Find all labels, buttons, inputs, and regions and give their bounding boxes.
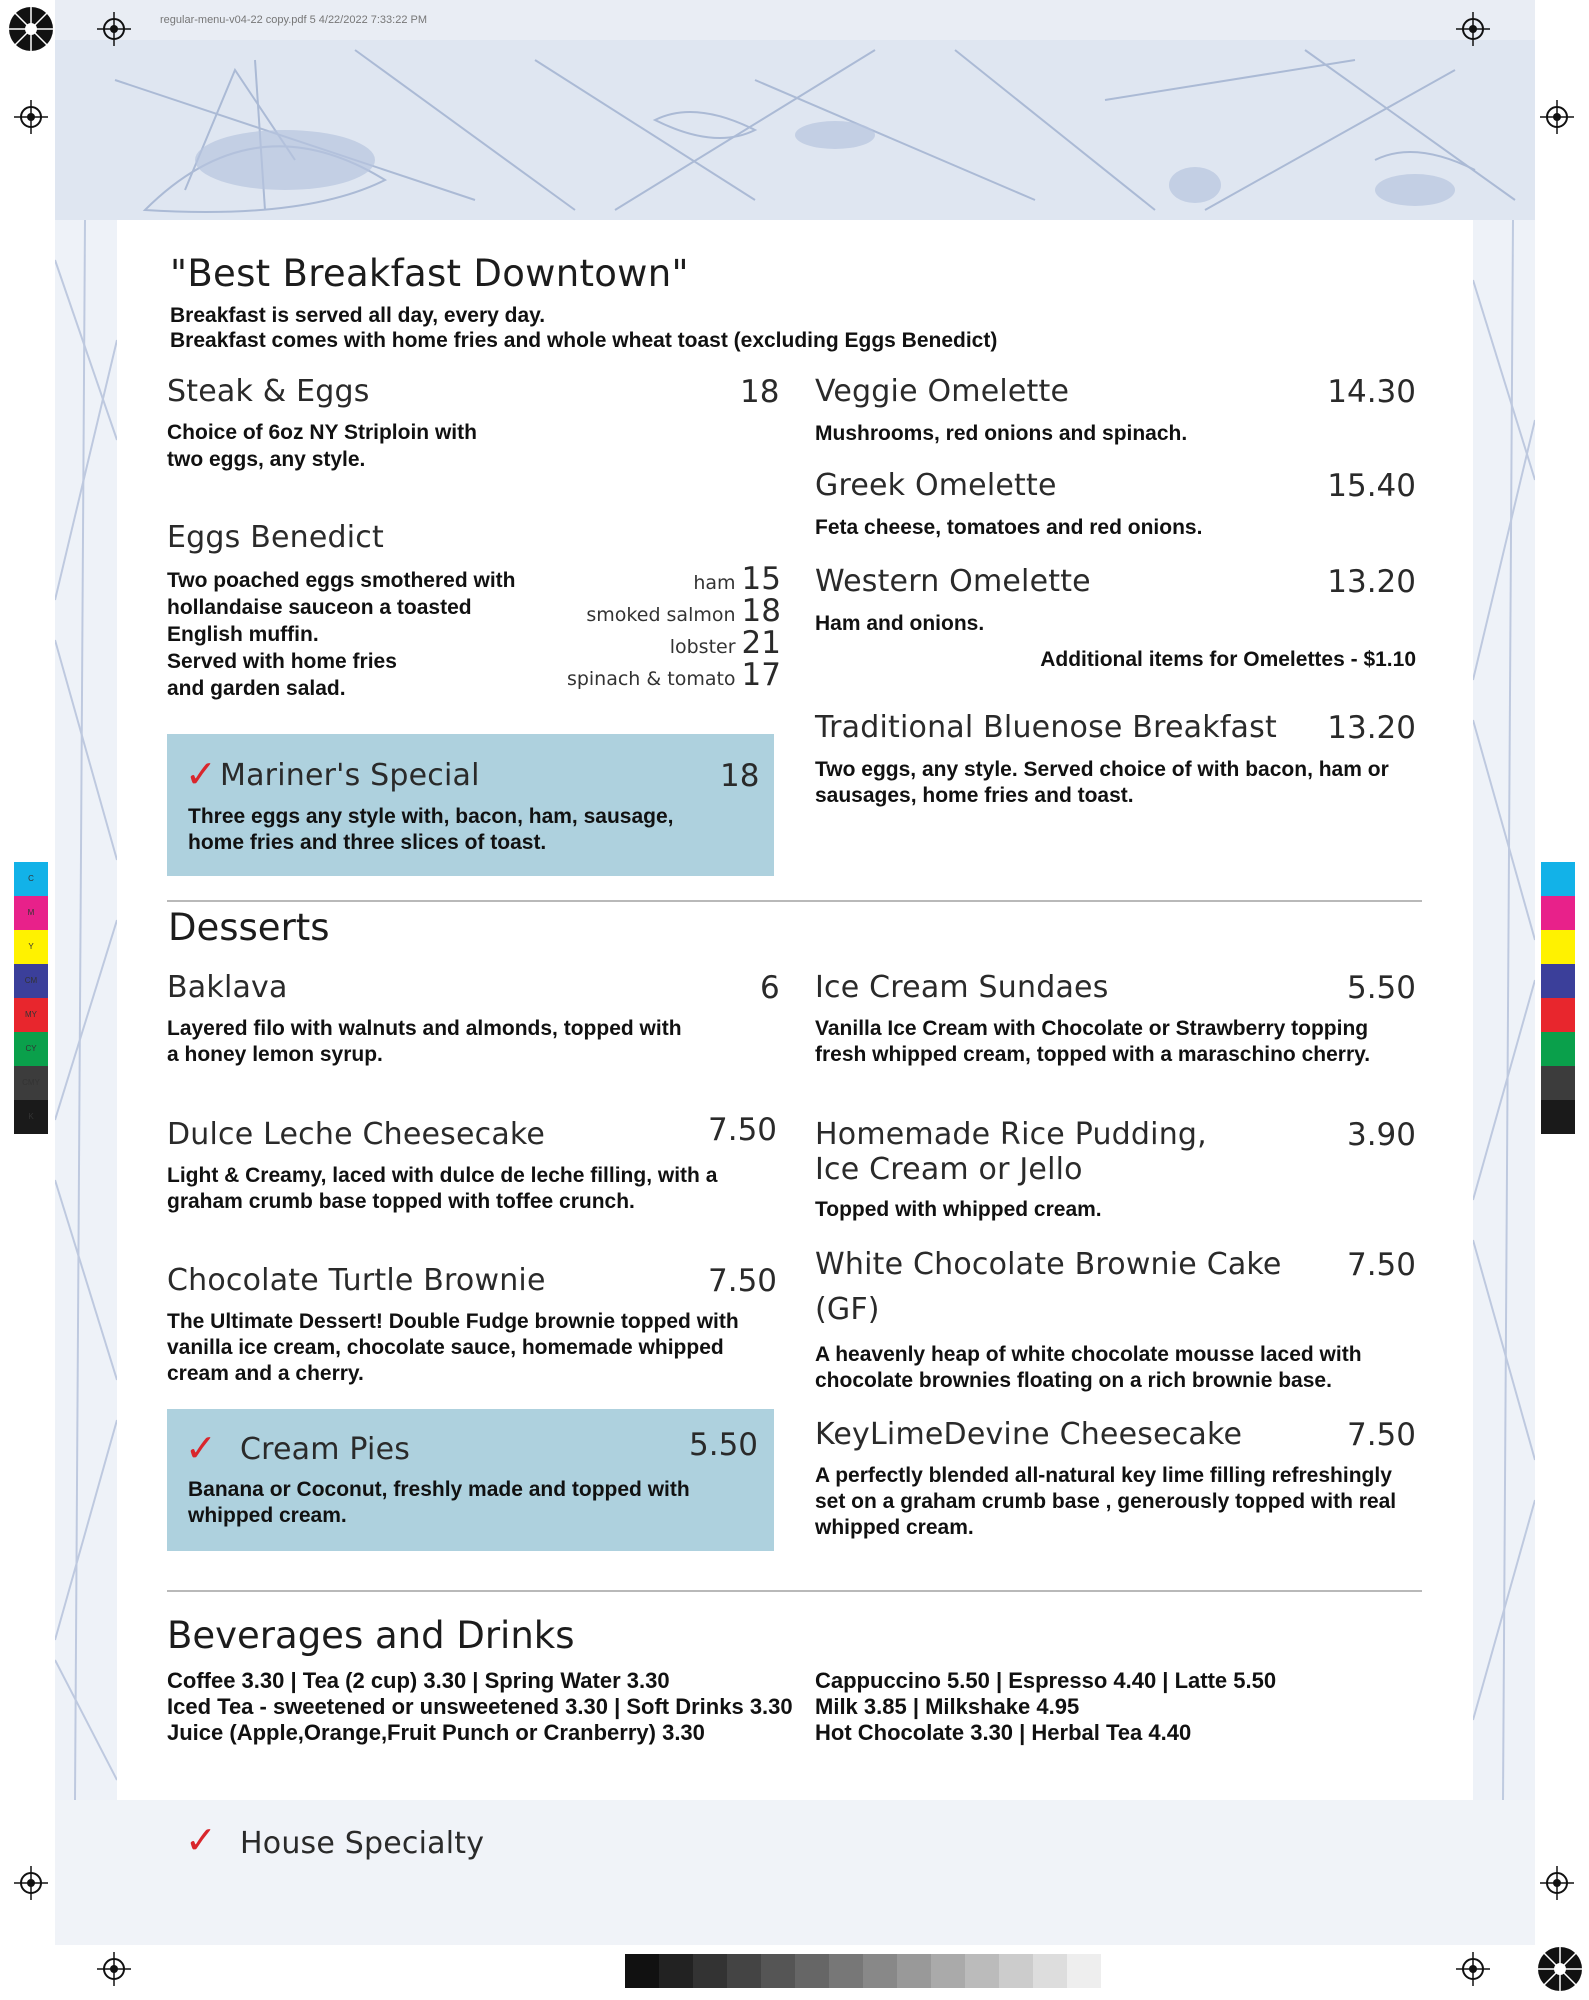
crosshair-registration-icon bbox=[1456, 12, 1490, 46]
crosshair-registration-icon bbox=[97, 12, 131, 46]
omelette-additional-items-note: Additional items for Omelettes - $1.10 bbox=[1040, 648, 1416, 671]
nautical-sketch-banner bbox=[55, 40, 1535, 220]
grey-step-bar bbox=[625, 1954, 1101, 1988]
dark-grey-swatch bbox=[1541, 1066, 1575, 1100]
beverages-right-line-1: Cappuccino 5.50 | Espresso 4.40 | Latte 5.50 bbox=[815, 1668, 1277, 1693]
beverages-left-line-2: Iced Tea - sweetened or unsweetened 3.30 | Soft Drinks 3.30 bbox=[167, 1694, 793, 1719]
baklava-desc-line-1: Layered filo with walnuts and almonds, topped with bbox=[167, 1017, 682, 1040]
turtle-brownie-desc-line-3: cream and a cherry. bbox=[167, 1362, 364, 1385]
green-swatch: CY bbox=[14, 1032, 48, 1066]
steak-eggs-title: Steak & Eggs bbox=[167, 374, 370, 409]
yellow-swatch bbox=[1541, 930, 1575, 964]
desserts-heading: Desserts bbox=[168, 906, 330, 949]
eggs-benedict-title: Eggs Benedict bbox=[167, 520, 384, 555]
sundaes-desc-line-2: fresh whipped cream, topped with a maraschino cherry. bbox=[815, 1043, 1371, 1066]
color-control-bar-right bbox=[1541, 862, 1575, 1134]
right-strip-artwork bbox=[1473, 220, 1535, 1800]
steak-eggs-desc-line-2: two eggs, any style. bbox=[167, 448, 366, 471]
pudding-desc: Topped with whipped cream. bbox=[815, 1198, 1102, 1221]
greek-omelette-title: Greek Omelette bbox=[815, 468, 1057, 503]
blue-swatch: CM bbox=[14, 964, 48, 998]
bluenose-breakfast-desc-line-1: Two eggs, any style. Served choice of with bacon, ham or bbox=[815, 758, 1389, 781]
western-omelette-desc: Ham and onions. bbox=[815, 612, 985, 635]
left-strip-artwork bbox=[55, 220, 117, 1800]
dulce-leche-title: Dulce Leche Cheesecake bbox=[167, 1117, 546, 1152]
benedict-option-ham bbox=[693, 561, 781, 597]
benedict-option-label: lobster bbox=[669, 636, 736, 658]
white-choc-brownie-desc-line-2: chocolate brownies floating on a rich brownie base. bbox=[815, 1369, 1332, 1392]
house-specialty-check-icon: ✓ bbox=[185, 1426, 217, 1470]
cyan-swatch bbox=[1541, 862, 1575, 896]
dulce-leche-price: 7.50 bbox=[708, 1112, 778, 1148]
red-swatch: MY bbox=[14, 998, 48, 1032]
keylime-title: KeyLimeDevine Cheesecake bbox=[815, 1417, 1243, 1452]
turtle-brownie-desc-line-1: The Ultimate Dessert! Double Fudge brownie topped with bbox=[167, 1310, 739, 1333]
crosshair-registration-icon bbox=[14, 100, 48, 134]
left-sketch-strip bbox=[55, 220, 117, 1800]
bluenose-breakfast-title: Traditional Bluenose Breakfast bbox=[815, 710, 1277, 745]
benedict-option-price: 15 bbox=[741, 561, 781, 597]
benedict-option-lobster bbox=[670, 625, 781, 661]
blue-swatch bbox=[1541, 964, 1575, 998]
magenta-swatch bbox=[1541, 896, 1575, 930]
bluenose-breakfast-price: 13.20 bbox=[1327, 710, 1416, 746]
benedict-option-smoked-salmon bbox=[586, 593, 781, 629]
benedict-option-price: 17 bbox=[741, 657, 781, 693]
red-swatch bbox=[1541, 998, 1575, 1032]
steak-eggs-desc-line-1: Choice of 6oz NY Striploin with bbox=[167, 421, 477, 444]
mariners-special-price: 18 bbox=[720, 758, 760, 794]
white-choc-brownie-title-line-1: White Chocolate Brownie Cake bbox=[815, 1247, 1282, 1282]
crosshair-registration-icon bbox=[1456, 1952, 1490, 1986]
dulce-leche-desc-line-2: graham crumb base topped with toffee crunch. bbox=[167, 1190, 635, 1213]
dark-grey-swatch: CMY bbox=[14, 1066, 48, 1100]
white-choc-brownie-desc-line-1: A heavenly heap of white chocolate mousse laced with bbox=[815, 1343, 1362, 1366]
bluenose-breakfast-desc-line-2: sausages, home fries and toast. bbox=[815, 784, 1134, 807]
keylime-desc-line-2: set on a graham crumb base , generously topped with real bbox=[815, 1490, 1397, 1513]
turtle-brownie-title: Chocolate Turtle Brownie bbox=[167, 1263, 546, 1298]
baklava-price: 6 bbox=[760, 970, 780, 1006]
house-specialty-legend-label: House Specialty bbox=[240, 1826, 485, 1861]
eggs-benedict-desc-line-5: and garden salad. bbox=[167, 677, 346, 700]
benedict-option-price: 18 bbox=[741, 593, 781, 629]
crosshair-registration-icon bbox=[97, 1952, 131, 1986]
cyan-swatch: C bbox=[14, 862, 48, 896]
keylime-desc-line-3: whipped cream. bbox=[815, 1516, 974, 1539]
footer-band bbox=[55, 1800, 1535, 1945]
beverages-left-line-3: Juice (Apple,Orange,Fruit Punch or Cranberry) 3.30 bbox=[167, 1720, 705, 1745]
eggs-benedict-desc-line-3: English muffin. bbox=[167, 623, 319, 646]
sundaes-price: 5.50 bbox=[1346, 970, 1416, 1006]
registration-starburst-icon bbox=[8, 6, 54, 52]
breakfast-intro-line-2: Breakfast comes with home fries and whole wheat toast (excluding Eggs Benedict) bbox=[170, 329, 998, 352]
cream-pies-desc-line-1: Banana or Coconut, freshly made and topped with bbox=[188, 1478, 690, 1501]
section-divider bbox=[167, 1590, 1422, 1592]
mariners-special-desc-line-1: Three eggs any style with, bacon, ham, sausage, bbox=[188, 805, 674, 828]
benedict-option-spinach-tomato bbox=[567, 657, 781, 693]
breakfast-heading: "Best Breakfast Downtown" bbox=[170, 252, 689, 295]
benedict-option-label: ham bbox=[693, 572, 736, 594]
black-swatch: K bbox=[14, 1100, 48, 1134]
turtle-brownie-desc-line-2: vanilla ice cream, chocolate sauce, homemade whipped bbox=[167, 1336, 724, 1359]
white-choc-brownie-price: 7.50 bbox=[1346, 1247, 1416, 1283]
beverages-left-line-1: Coffee 3.30 | Tea (2 cup) 3.30 | Spring Water 3.30 bbox=[167, 1668, 670, 1693]
eggs-benedict-desc-line-1: Two poached eggs smothered with bbox=[167, 569, 516, 592]
crosshair-registration-icon bbox=[1540, 1866, 1574, 1900]
baklava-title: Baklava bbox=[167, 970, 288, 1005]
house-specialty-legend-check-icon: ✓ bbox=[185, 1818, 217, 1862]
cream-pies-title: Cream Pies bbox=[240, 1432, 411, 1467]
mariners-special-desc-line-2: home fries and three slices of toast. bbox=[188, 831, 547, 854]
color-control-bar-left bbox=[14, 862, 48, 1134]
print-filename: regular-menu-v04-22 copy.pdf 5 4/22/2022 7:33:22 PM bbox=[160, 14, 428, 26]
right-sketch-strip bbox=[1473, 220, 1535, 1800]
veggie-omelette-desc: Mushrooms, red onions and spinach. bbox=[815, 422, 1188, 445]
keylime-price: 7.50 bbox=[1346, 1417, 1416, 1453]
veggie-omelette-price: 14.30 bbox=[1327, 374, 1416, 410]
registration-starburst-icon bbox=[1537, 1946, 1583, 1992]
pudding-title-line-2: Ice Cream or Jello bbox=[815, 1152, 1083, 1187]
mariners-special-title: Mariner's Special bbox=[220, 758, 480, 793]
baklava-desc-line-2: a honey lemon syrup. bbox=[167, 1043, 383, 1066]
western-omelette-title: Western Omelette bbox=[815, 564, 1091, 599]
benedict-option-price: 21 bbox=[741, 625, 781, 661]
greek-omelette-desc: Feta cheese, tomatoes and red onions. bbox=[815, 516, 1203, 539]
pudding-price: 3.90 bbox=[1346, 1117, 1416, 1153]
magenta-swatch: M bbox=[14, 896, 48, 930]
white-choc-brownie-title-line-2: (GF) bbox=[815, 1292, 880, 1327]
greek-omelette-price: 15.40 bbox=[1327, 468, 1416, 504]
benedict-option-label: spinach & tomato bbox=[566, 668, 736, 690]
benedict-option-label: smoked salmon bbox=[586, 604, 736, 626]
keylime-desc-line-1: A perfectly blended all-natural key lime filling refreshingly bbox=[815, 1464, 1392, 1487]
eggs-benedict-desc-line-2: hollandaise sauceon a toasted bbox=[167, 596, 472, 619]
beverages-right-line-3: Hot Chocolate 3.30 | Herbal Tea 4.40 bbox=[815, 1720, 1192, 1745]
crosshair-registration-icon bbox=[14, 1866, 48, 1900]
turtle-brownie-price: 7.50 bbox=[708, 1263, 778, 1299]
black-swatch bbox=[1541, 1100, 1575, 1134]
sundaes-desc-line-1: Vanilla Ice Cream with Chocolate or Strawberry topping bbox=[815, 1017, 1369, 1040]
beverages-right-line-2: Milk 3.85 | Milkshake 4.95 bbox=[815, 1694, 1080, 1719]
cream-pies-desc-line-2: whipped cream. bbox=[188, 1504, 347, 1527]
eggs-benedict-desc-line-4: Served with home fries bbox=[167, 650, 397, 673]
cream-pies-price: 5.50 bbox=[689, 1427, 759, 1463]
yellow-swatch: Y bbox=[14, 930, 48, 964]
veggie-omelette-title: Veggie Omelette bbox=[815, 374, 1070, 409]
section-divider bbox=[167, 900, 1422, 902]
sketch-artwork bbox=[55, 40, 1535, 220]
green-swatch bbox=[1541, 1032, 1575, 1066]
sundaes-title: Ice Cream Sundaes bbox=[815, 970, 1109, 1005]
steak-eggs-price: 18 bbox=[740, 374, 780, 410]
dulce-leche-desc-line-1: Light & Creamy, laced with dulce de leche filling, with a bbox=[167, 1164, 718, 1187]
western-omelette-price: 13.20 bbox=[1327, 564, 1416, 600]
breakfast-intro-line-1: Breakfast is served all day, every day. bbox=[170, 304, 546, 327]
pudding-title-line-1: Homemade Rice Pudding, bbox=[815, 1117, 1207, 1152]
house-specialty-check-icon: ✓ bbox=[185, 752, 217, 796]
beverages-heading: Beverages and Drinks bbox=[167, 1614, 575, 1657]
crosshair-registration-icon bbox=[1540, 100, 1574, 134]
